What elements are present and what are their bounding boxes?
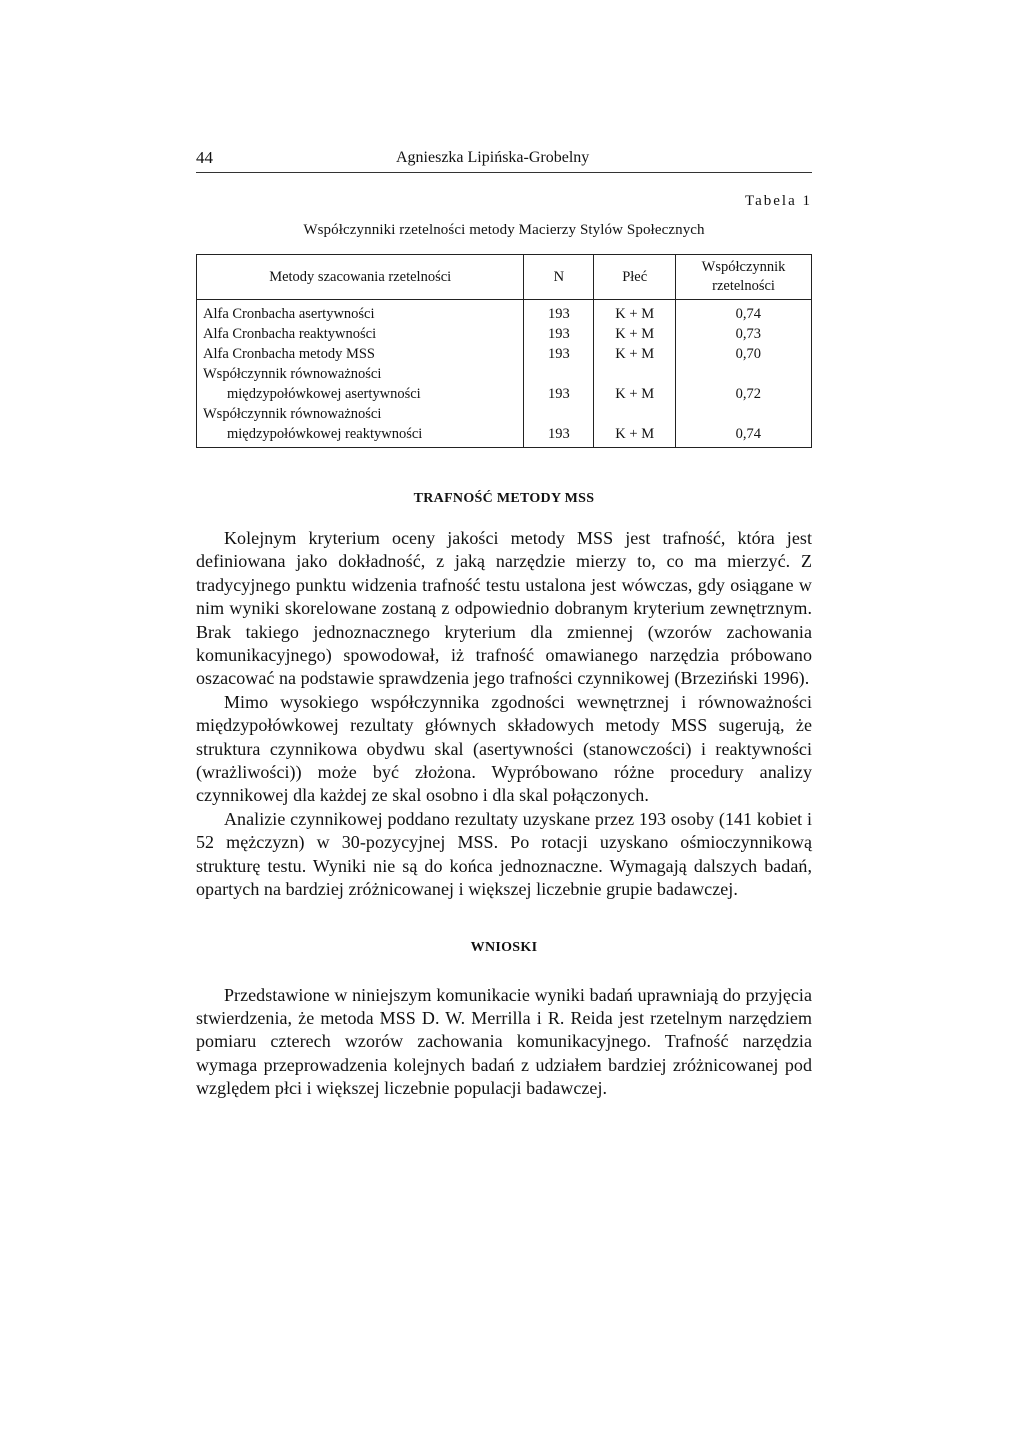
cell-n: 193	[524, 324, 594, 344]
paragraph: Przedstawione w niniejszym komunikacie wyniki badań uprawniają do przyjęcia stwierdzenia, że metoda MSS D. W. Merrilla i R. Reida jest rzetelnym narzędziem pomiaru czterech wzorów zachowania komunikacyjnego. Trafność narzędzia wymaga przeprowadzenia kolejnych badań z udziałem bardziej zróżnicowanej pod względem płci i większej liczebnie populacji badawczej.	[196, 984, 812, 1099]
table-row	[197, 404, 812, 448]
cell-metoda	[197, 404, 524, 448]
paragraph: Analizie czynnikowej poddano rezultaty uzyskane przez 193 osoby (141 kobiet i 52 mężczyzn) w 30-pozycyjnej MSS. Po rotacji uzyskano ośmioczynnikową strukturę testu. Wyniki nie są do końca jednoznaczne. Wymagają dalszych badań, opartych na bardziej zróżnicowanej i większej liczebnie grupie badawczej.	[196, 808, 812, 900]
cell-metoda-text-continued: międzypołówkowej asertywności	[227, 386, 421, 402]
cell-metoda	[197, 364, 524, 404]
table-row	[197, 364, 812, 404]
cell-plec: K + M	[594, 300, 676, 325]
page	[196, 148, 812, 1101]
section-heading-wnioski: WNIOSKI	[470, 939, 538, 955]
cell-wspolczynnik: 0,73	[676, 324, 812, 344]
cell-wspolczynnik: 0,70	[676, 344, 812, 364]
column-header-plec: Płeć	[594, 255, 676, 300]
table-row	[197, 344, 812, 364]
cell-n: 193	[524, 344, 594, 364]
column-header-wspolczynnik-line1: Współczynnik	[701, 259, 786, 275]
cell-plec: K + M	[594, 344, 676, 364]
paragraph: Mimo wysokiego współczynnika zgodności wewnętrznej i równoważności międzypołówkowej rezultaty głównych składowych metody MSS sugerują, że struktura czynnikowa obydwu skal (asertywności (stanowczości) i reaktywności (wrażliwości)) może być złożona. Wypróbowano różne procedury analizy czynnikowej dla każdej ze skal osobno i dla skal połączonych.	[196, 691, 812, 806]
cell-plec: K + M	[594, 364, 676, 404]
running-header	[196, 148, 812, 173]
column-header-metoda: Metody szacowania rzetelności	[197, 255, 524, 300]
running-author: Agnieszka Lipińska-Grobelny	[396, 149, 590, 166]
column-header-n: N	[524, 255, 594, 300]
cell-metoda-text: Alfa Cronbacha metody MSS	[203, 346, 375, 362]
table-title: Współczynniki rzetelności metody Macierzy Stylów Społecznych	[303, 222, 705, 238]
cell-wspolczynnik: 0,72	[676, 364, 812, 404]
section-heading-trafnosc: TRAFNOŚĆ METODY MSS	[413, 491, 595, 506]
cell-wspolczynnik: 0,74	[676, 404, 812, 448]
page-number: 44	[196, 148, 213, 167]
cell-wspolczynnik: 0,74	[676, 300, 812, 325]
cell-metoda-text-continued: międzypołówkowej reaktywności	[227, 426, 423, 442]
table-label: Tabela 1	[744, 193, 812, 209]
table-row	[197, 300, 812, 325]
cell-metoda-text: Współczynnik równoważności	[203, 406, 382, 422]
table-header-row	[197, 255, 812, 300]
table-row	[197, 324, 812, 344]
cell-metoda-text: Współczynnik równoważności	[203, 366, 382, 382]
cell-metoda	[197, 300, 524, 325]
cell-plec: K + M	[594, 404, 676, 448]
reliability-table	[196, 254, 812, 448]
cell-plec: K + M	[594, 324, 676, 344]
cell-n: 193	[524, 300, 594, 325]
cell-metoda	[197, 344, 524, 364]
cell-n: 193	[524, 364, 594, 404]
paragraph: Kolejnym kryterium oceny jakości metody MSS jest trafność, która jest definiowana jako dokładność, z jaką narzędzie mierzy to, co ma mierzyć. Z tradycyjnego punktu widzenia trafność testu ustalona jest wówczas, gdy osiągane w nim wyniki skorelowane zostaną z odpowiednio dobranym kryterium zewnętrznym. Brak takiego jednoznacznego kryterium dla zmiennej (wzorów zachowania komunikacyjnego) spowodował, iż trafność omawianego narzędzia próbowano oszacować na podstawie sprawdzenia jego trafności czynnikowej (Brzeziński 1996).	[196, 528, 812, 689]
cell-metoda-text: Alfa Cronbacha reaktywności	[203, 326, 377, 342]
cell-metoda-text: Alfa Cronbacha asertywności	[203, 306, 375, 322]
cell-n: 193	[524, 404, 594, 448]
column-header-wspolczynnik	[676, 255, 812, 300]
cell-metoda	[197, 324, 524, 344]
column-header-wspolczynnik-line2: rzetelności	[712, 278, 775, 294]
